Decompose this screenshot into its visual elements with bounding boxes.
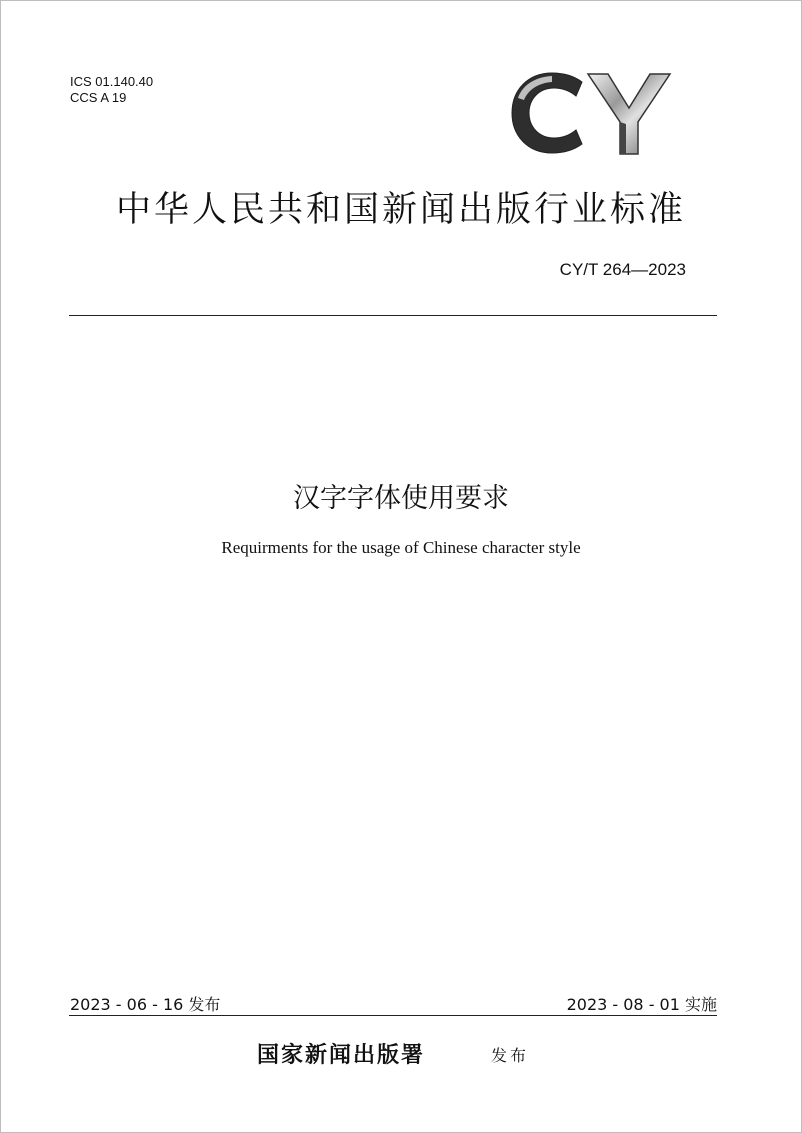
divider-top	[69, 315, 717, 316]
implementation-date: 2023 - 08 - 01 实施	[566, 995, 717, 1014]
logo-letter-y	[588, 74, 670, 154]
cy-logo	[508, 68, 674, 158]
ics-code: ICS 01.140.40	[70, 74, 154, 89]
logo-letter-c	[512, 73, 582, 153]
document-title-cn: 汉字字体使用要求	[293, 483, 509, 514]
industry-standard-title: 中华人民共和国新闻出版行业标准	[115, 190, 686, 230]
ccs-code: CCS A 19	[70, 90, 127, 105]
publisher-name: 国家新闻出版署	[257, 1043, 426, 1068]
issue-date: 2023 - 06 - 16 发布	[70, 995, 221, 1014]
publish-label: 发布	[491, 1046, 530, 1065]
standard-number: CY/T 264—2023	[559, 260, 686, 279]
document-title-en: Requirments for the usage of Chinese character style	[221, 538, 581, 557]
divider-bottom	[69, 1015, 717, 1016]
classification-codes	[70, 74, 153, 106]
